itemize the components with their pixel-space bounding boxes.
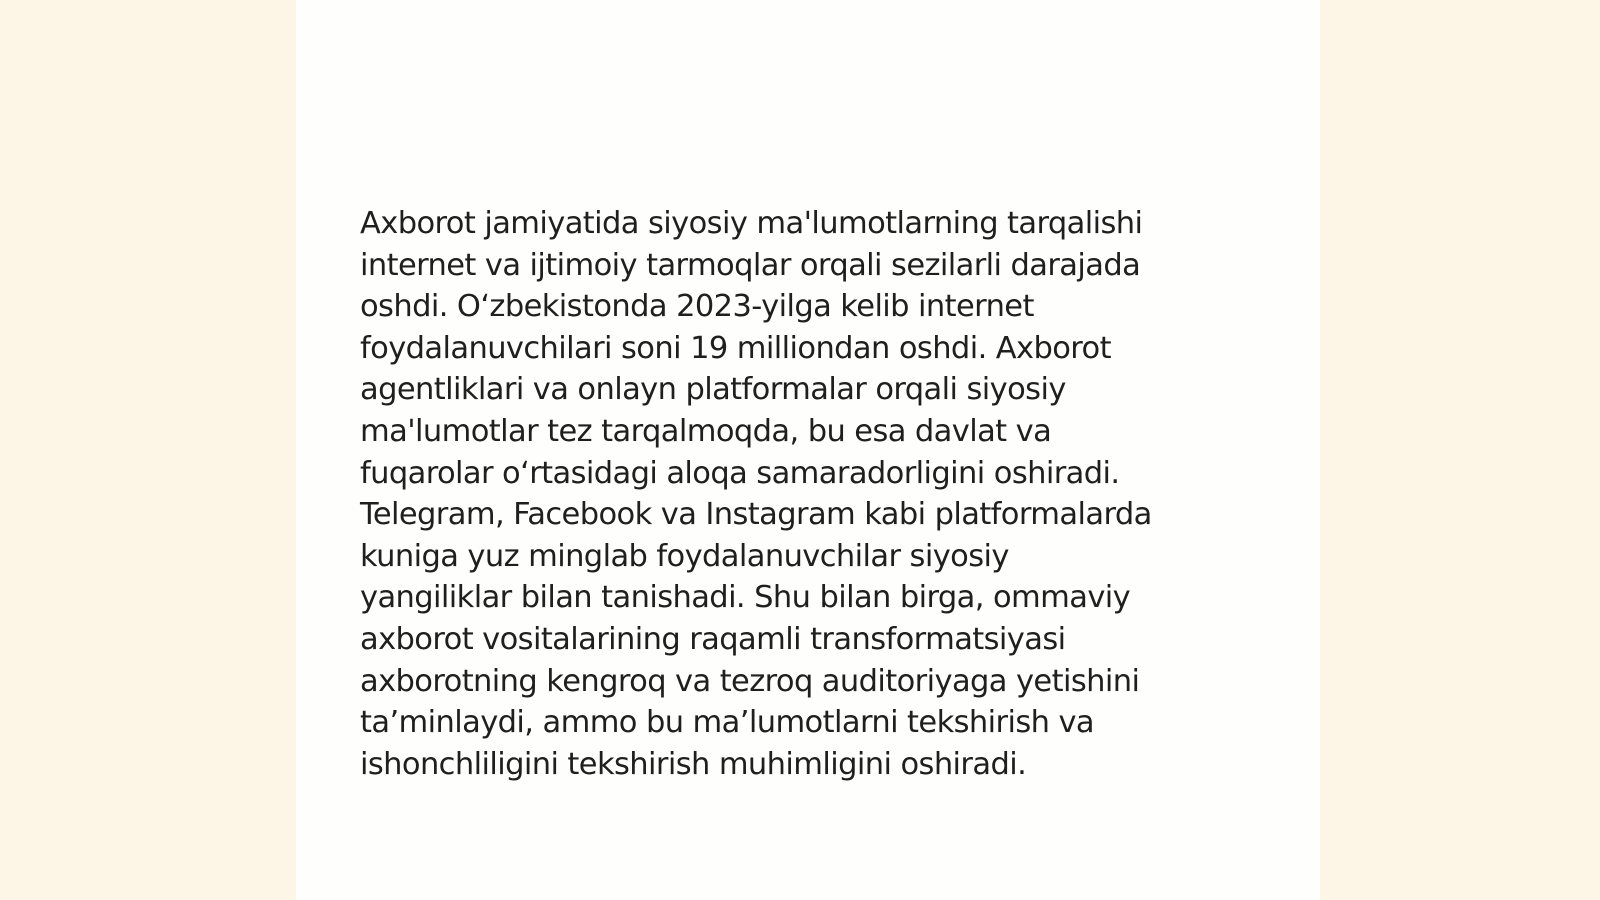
paragraph-line: Axborot jamiyatida siyosiy ma'lumotlarning tarqalishi — [360, 206, 1143, 241]
paragraph-line: Telegram, Facebook va Instagram kabi platformalarda — [360, 497, 1152, 533]
paragraph-line: yangiliklar bilan tanishadi. Shu bilan birga, ommaviy — [360, 580, 1131, 616]
paragraph-line: kuniga yuz minglab foydalanuvchilar siyosiy — [360, 538, 1009, 574]
paragraph-line: fuqarolar o‘rtasidagi aloqa samaradorligini oshiradi. — [360, 455, 1120, 491]
paragraph-line: axborot vositalarining raqamli transformatsiyasi — [360, 621, 1066, 657]
document-page — [296, 0, 1320, 900]
paragraph-line: agentliklari va onlayn platformalar orqali siyosiy — [360, 372, 1066, 408]
paragraph-line: ishonchliligini tekshirish muhimligini oshiradi. — [360, 746, 1027, 782]
paragraph-line: oshdi. O‘zbekistonda 2023-yilga kelib internet — [360, 289, 1034, 325]
body-paragraph — [360, 203, 1260, 785]
paragraph-line: foydalanuvchilari soni 19 milliondan oshdi. Axborot — [360, 330, 1111, 366]
paragraph-line: ta’minlaydi, ammo bu ma’lumotlarni tekshirish va — [360, 705, 1094, 741]
paragraph-line: ma'lumotlar tez tarqalmoqda, bu esa davlat va — [360, 413, 1052, 449]
paragraph-line: internet va ijtimoiy tarmoqlar orqali sezilarli darajada — [360, 247, 1141, 283]
paragraph-line: axborotning kengroq va tezroq auditoriyaga yetishini — [360, 663, 1140, 699]
